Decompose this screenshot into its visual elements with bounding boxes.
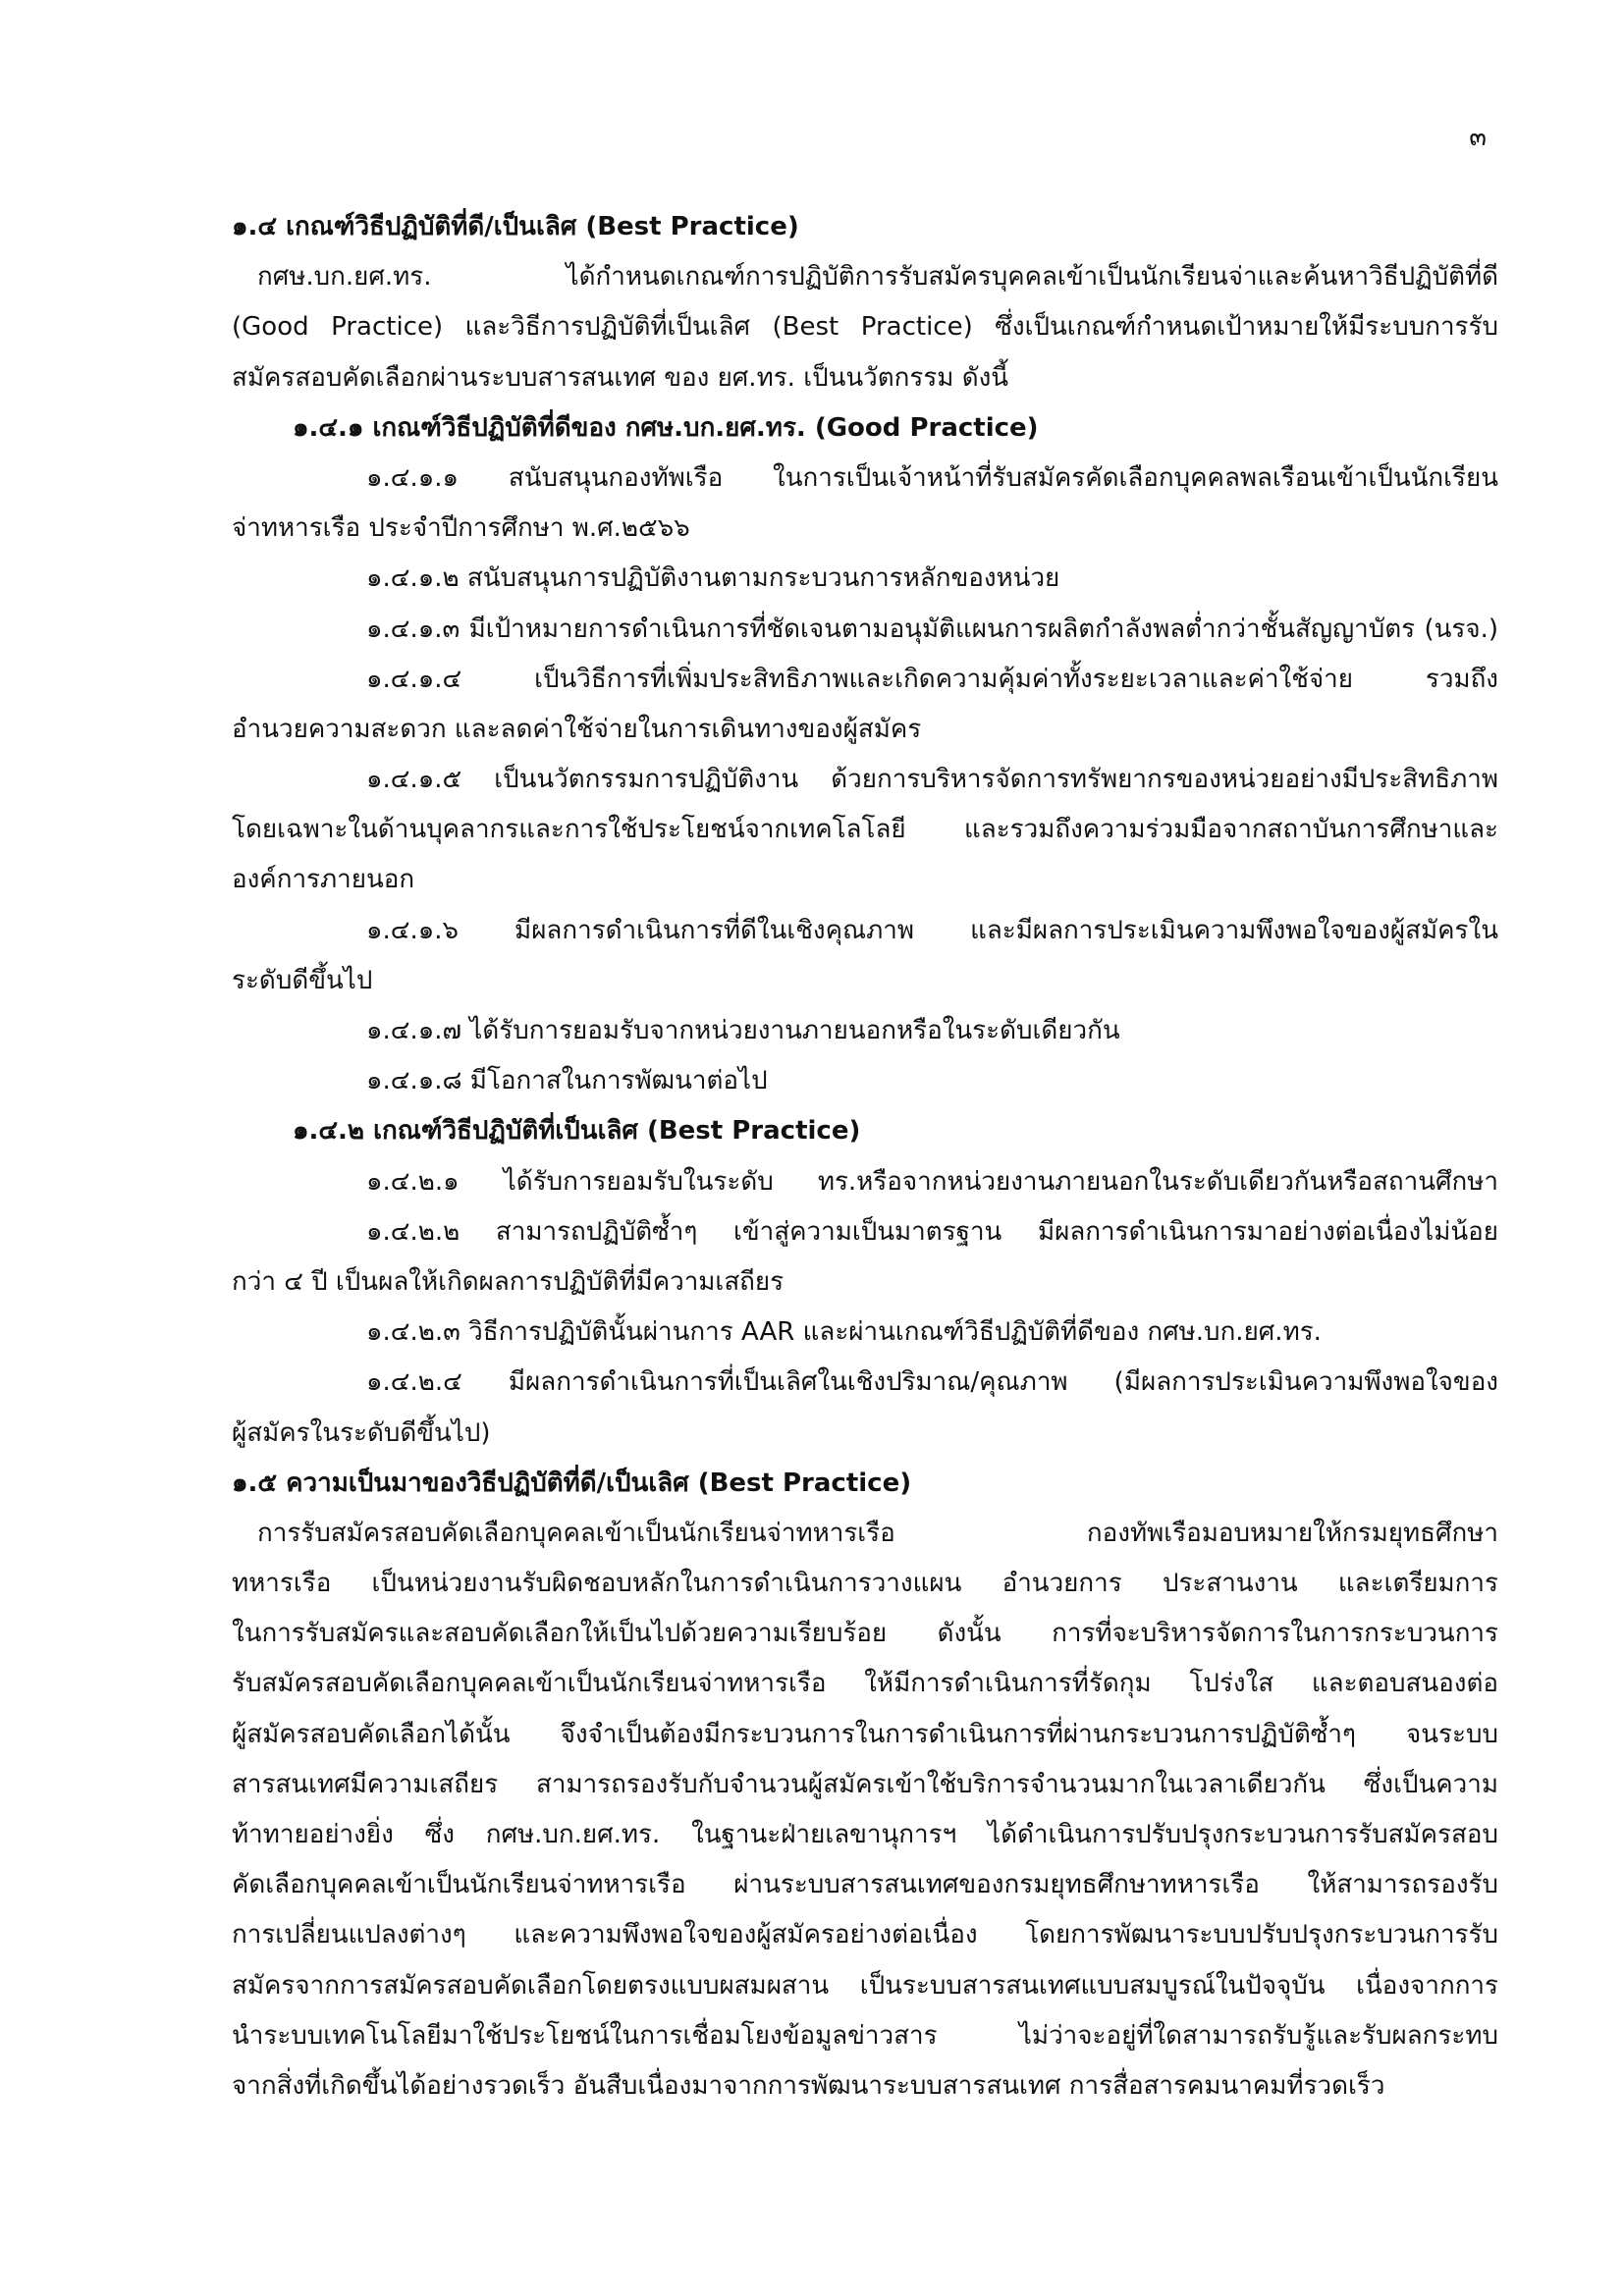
text-line: ท้าทายอย่างยิ่ง ซึ่ง กศษ.บก.ยศ.ทร. ในฐานะฝ่ายเลขานุการฯ ได้ดำเนินการปรับปรุงกระบวนการรับสมัครสอบ [232,1820,1498,1849]
text-line: คัดเลือกบุคคลเข้าเป็นนักเรียนจ่าทหารเรือ ผ่านระบบสารสนเทศของกรมยุทธศึกษาทหารเรือ ให้สามารถรองรับ [232,1870,1498,1900]
text-line: ๑.๔.๑.๘ มีโอกาสในการพัฒนาต่อไป [366,1066,768,1096]
text-line: สมัครสอบคัดเลือกผ่านระบบสารสนเทศ ของ ยศ.ทร. เป็นนวัตกรรม ดังนี้ [232,362,1009,393]
text-line: การรับสมัครสอบคัดเลือกบุคคลเข้าเป็นนักเรียนจ่าทหารเรือ กองทัพเรือมอบหมายให้กรมยุทธศึกษา [257,1518,1498,1548]
text-line: โดยเฉพาะในด้านบุคลากรและการใช้ประโยชน์จากเทคโลโลยี และรวมถึงความร่วมมือจากสถาบันการศึกษาและ [232,815,1498,845]
text-line: ๑.๔.๒.๔ มีผลการดำเนินการที่เป็นเลิศในเชิงปริมาณ/คุณภาพ (มีผลการประเมินความพึงพอใจของ [366,1367,1498,1398]
text-line: กศษ.บก.ยศ.ทร. ได้กำหนดเกณฑ์การปฏิบัติการรับสมัครบุคคลเข้าเป็นนักเรียนจ่าและค้นหาวิธีปฏิบัติที่ดี [257,262,1498,293]
section-heading: ๑.๔.๑ เกณฑ์วิธีปฏิบัติที่ดีของ กศษ.บก.ยศ.ทร. (Good Practice) [293,412,1039,443]
text-line: ๑.๔.๑.๓ มีเป้าหมายการดำเนินการที่ชัดเจนตามอนุมัติแผนการผลิตกำลังพลต่ำกว่าชั้นสัญญาบัตร (นรจ.) [366,614,1498,644]
text-line: ผู้สมัครในระดับดีขึ้นไป) [232,1417,491,1448]
page-number: ๓ [1469,123,1487,152]
text-line: ๑.๔.๑.๔ เป็นวิธีการที่เพิ่มประสิทธิภาพและเกิดความคุ้มค่าทั้งระยะเวลาและค่าใช้จ่าย รวมถึง [366,664,1498,694]
text-line: ๑.๔.๒.๑ ได้รับการยอมรับในระดับ ทร.หรือจากหน่วยงานภายนอกในระดับเดียวกันหรือสถานศึกษา [366,1166,1498,1197]
section-heading: ๑.๕ ความเป็นมาของวิธีปฏิบัติที่ดี/เป็นเลิศ (Best Practice) [232,1468,912,1498]
text-line: สารสนเทศมีความเสถียร สามารถรองรับกับจำนวนผู้สมัครเข้าใช้บริการจำนวนมากในเวลาเดียวกัน ซึ่งเป็นความ [232,1769,1498,1799]
text-line: ๑.๔.๑.๒ สนับสนุนการปฏิบัติงานตามกระบวนการหลักของหน่วย [366,563,1060,594]
text-line: อำนวยความสะดวก และลดค่าใช้จ่ายในการเดินทางของผู้สมัคร [232,714,922,744]
text-line: (Good Practice) และวิธีการปฏิบัติที่เป็นเลิศ (Best Practice) ซึ่งเป็นเกณฑ์กำหนดเป้าหมายให้มีระบบการรับ [232,312,1498,343]
document-body [232,202,1498,2111]
text-line: การเปลี่ยนแปลงต่างๆ และความพึงพอใจของผู้สมัครอย่างต่อเนื่อง โดยการพัฒนาระบบปรับปรุงกระบวนการรับ [232,1920,1498,1950]
text-line: ๑.๔.๑.๕ เป็นนวัตกรรมการปฏิบัติงาน ด้วยการบริหารจัดการทรัพยากรของหน่วยอย่างมีประสิทธิภาพ [366,765,1498,795]
text-line: ๑.๔.๑.๑ สนับสนุนกองทัพเรือ ในการเป็นเจ้าหน้าที่รับสมัครคัดเลือกบุคคลพลเรือนเข้าเป็นนักเรียน [366,462,1498,493]
text-line: ๑.๔.๒.๒ สามารถปฏิบัติซ้ำๆ เข้าสู่ความเป็นมาตรฐาน มีผลการดำเนินการมาอย่างต่อเนื่องไม่น้อย [366,1216,1498,1247]
text-line: กว่า ๔ ปี เป็นผลให้เกิดผลการปฏิบัติที่มีความเสถียร [232,1266,785,1297]
text-line: องค์การภายนอก [232,865,415,895]
text-line: จากสิ่งที่เกิดขึ้นได้อย่างรวดเร็ว อันสืบเนื่องมาจากการพัฒนาระบบสารสนเทศ การสื่อสารคมนาคมที่รวดเร็ว [232,2070,1385,2101]
text-line: นำระบบเทคโนโลยีมาใช้ประโยชน์ในการเชื่อมโยงข้อมูลข่าวสาร ไม่ว่าจะอยู่ที่ใดสามารถรับรู้และรับผลกระทบ [232,2020,1498,2051]
text-line: ในการรับสมัครและสอบคัดเลือกให้เป็นไปด้วยความเรียบร้อย ดังนั้น การที่จะบริหารจัดการในการกระบวนการ [232,1619,1498,1649]
text-line: ผู้สมัครสอบคัดเลือกได้นั้น จึงจำเป็นต้องมีกระบวนการในการดำเนินการที่ผ่านกระบวนการปฏิบัติซ้ำๆ จนระบบ [232,1719,1498,1749]
text-line: ระดับดีขึ้นไป [232,965,373,995]
text-line: จ่าทหารเรือ ประจำปีการศึกษา พ.ศ.๒๕๖๖ [232,513,690,544]
text-line: ๑.๔.๒.๓ วิธีการปฏิบัตินั้นผ่านการ AAR และผ่านเกณฑ์วิธีปฏิบัติที่ดีของ กศษ.บก.ยศ.ทร. [366,1317,1322,1348]
text-line: ๑.๔.๑.๗ ได้รับการยอมรับจากหน่วยงานภายนอกหรือในระดับเดียวกัน [366,1016,1120,1045]
text-line: ๑.๔.๑.๖ มีผลการดำเนินการที่ดีในเชิงคุณภาพ และมีผลการประเมินความพึงพอใจของผู้สมัครใน [366,915,1498,945]
text-line: สมัครจากการสมัครสอบคัดเลือกโดยตรงแบบผสมผสาน เป็นระบบสารสนเทศแบบสมบูรณ์ในปัจจุบัน เนื่องจากการ [232,1970,1498,2001]
section-heading: ๑.๔ เกณฑ์วิธีปฏิบัติที่ดี/เป็นเลิศ (Best Practice) [232,212,799,241]
section-heading: ๑.๔.๒ เกณฑ์วิธีปฏิบัติที่เป็นเลิศ (Best Practice) [293,1116,861,1147]
text-line: ทหารเรือ เป็นหน่วยงานรับผิดชอบหลักในการดำเนินการวางแผน อำนวยการ ประสานงาน และเตรียมการ [232,1569,1498,1599]
text-line: รับสมัครสอบคัดเลือกบุคคลเข้าเป็นนักเรียนจ่าทหารเรือ ให้มีการดำเนินการที่รัดกุม โปร่งใส และตอบสนองต่อ [232,1669,1498,1699]
